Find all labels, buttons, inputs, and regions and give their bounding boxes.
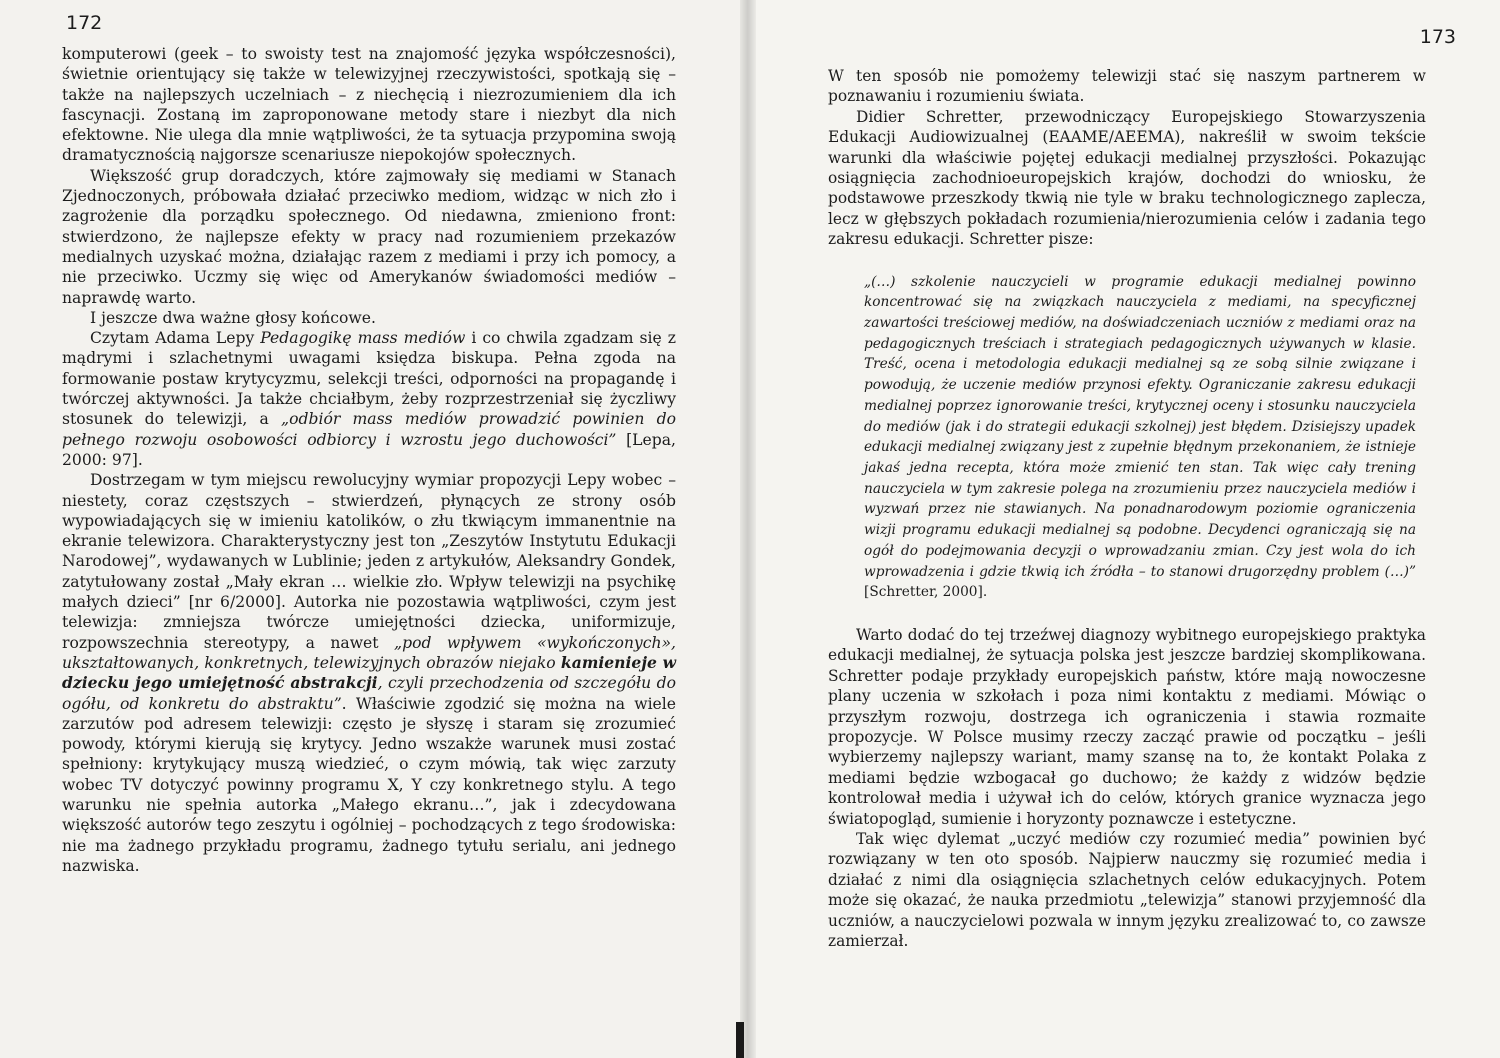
- citation: [Lepa, 2000: 97].: [62, 430, 676, 469]
- text-run: Czytam Adama Lepy: [90, 329, 261, 348]
- citation: [Schretter, 2000].: [864, 584, 988, 601]
- text-run: . Właściwie zgodzić się można na wiele zarzutów pod adresem telewizji: często je słyszę i staram się zrozumieć powody, którymi kierują się krytycy. Jedno wszakże warunek musi zostać spełniony: krytykujący muszą wiedzieć, o czym mówią, tak więc zarzuty wobec TV dotyczyć powinny programu X, Y czy konkretnego stylu. A tego warunku nie spełnia autorka „Małego ekranu…”, jak i zdecydowana większość autorów tego zeszytu i ogólniej – pochodzących z tego środowiska: nie ma żadnego przykładu programu, żadnego tytułu serialu, ani jednego nazwiska.: [62, 694, 677, 875]
- text-run: Dostrzegam w tym miejscu rewolucyjny wymiar propozycji Lepy wobec – niestety, coraz częstszych – stwierdzeń, płynących ze strony osób wypowiadających się w imieniu katolików, o złu tkwiącym immanentnie na ekranie telewizora. Charakterystyczny jest ton „Zeszytów Instytutu Edukacji Narodowej”, wydawanych w Lublinie; jeden z artykułów, Aleksandry Gondek, zatytułowany został „Mały ekran … wielkie zło. Wpływ telewizji na psychikę małych dzieci” [nr 6/2000]. Autorka nie pozostawia wątpliwości, czym jest telewizja: zmniejsza twórcze umiejętności dziecka, uniformizuje, rozpowszechnia stereotypy, a nawet: [62, 471, 676, 652]
- quote-text: „(…) szkolenie nauczycieli w programie edukacji medialnej powinno koncentrować się na związkach nauczyciela z mediami, na specyficznej zawartości treściowej mediów, na doświadczeniach uczniów z mediami oraz na pedagogicznych treściach i strategiach pedagogicznych używanych w klasie. Treść, ocena i metodologia edukacji medialnej są ze sobą silnie związane i powodują, że uczenie mediów przynosi efekty. Ograniczanie zakresu edukacji medialnej poprzez ignorowanie treści, krytycznej oceny i stosunku nauczyciela do mediów (jak i do strategii edukacji szkolnej) jest błędem. Dzisiejszy upadek edukacji medialnej związany jest z zupełnie błędnym przekonaniem, że istnieje jakaś jedna recepta, która może zmienić ten stan. Tak więc cały trening nauczyciela w tym zakresie polega na zrozumieniu przez nauczyciela mediów i wyzwań przez nie stawianych. Na ponadnarodowym poziomie ograniczenia wizji programu edukacji medialnej są podobne. Decydenci ograniczają się na ogół do podejmowania decyzji o wprowadzaniu zmian. Czy jest wola do ich wprowadzenia i gdzie tkwią ich źródła – to stanowi drugorzędny problem (…)”: [864, 273, 1416, 580]
- paragraph: Tak więc dylemat „uczyć mediów czy rozumieć media” powinien być rozwiązany w ten oto sposób. Najpierw nauczmy się rozumieć media i działać z nimi dla osiągnięcia szlachetnych celów edukacyjnych. Potem może się okazać, że nauka przedmiotu „telewizja” stanowi przyjemność dla uczniów, a nauczycielowi pozwala w innym języku zrealizować to, co zawsze zamierzał.: [828, 829, 1426, 950]
- paragraph: W ten sposób nie pomożemy telewizji stać się naszym partnerem w poznawaniu i rozumieniu świata.: [828, 67, 1426, 106]
- book-title: Pedagogikę mass mediów: [260, 329, 466, 348]
- paragraph: [62, 328, 676, 470]
- paragraph: komputerowi (geek – to swoisty test na znajomość języka współczesności), świetnie orientujący się także w telewizyjnej rzeczywistości, spotkają się – także na najlepszych uczelniach – z niechęcią i niezrozumieniem dla ich fascynacji. Zostaną im zaproponowane metody stare i niezbyt dla nich efektowne. Nie ulega dla mnie wątpliwości, że ta sytuacja przypomina swoją dramatycznością najgorsze scenariusze niepokojów społecznych.: [62, 45, 676, 165]
- right-page: [748, 0, 1500, 1058]
- paragraph: Większość grup doradczych, które zajmowały się mediami w Stanach Zjednoczonych, próbowała działać przeciwko mediom, widząc w nich zło i zagrożenie dla porządku społecznego. Od niedawna, zmieniono front: stwierdzono, że najlepsze efekty w pracy nad rozumieniem przekazów medialnych uzyskać można, działając razem z mediami i przy ich pomocy, a nie przeciwko. Uczmy się więc od Amerykanów świadomości mediów – naprawdę warto.: [62, 166, 676, 307]
- paragraph: Warto dodać do tej trzeźwej diagnozy wybitnego europejskiego praktyka edukacji medialnej, że sytuacja polska jest jeszcze bardziej skomplikowana. Schretter podaje przykłady europejskich państw, które mają nowoczesne plany uczenia w szkołach i poza nimi kontaktu z mediami. Mówiąc o przyszłym rozwoju, dostrzega ich ograniczenia i stawia rozmaite propozycje. W Polsce musimy rzeczy zacząć prawie od początku – jeśli wybierzemy najlepszy wariant, mamy szansę na to, że kontakt Polaka z mediami będzie wzbogacał go duchowo; że każdy z widzów będzie kontrolował media i używał ich do celów, których granice wyznacza jego światopogląd, sumienie i horyzonty poznawcze i estetyczne.: [828, 625, 1426, 828]
- inline-quote: , czyli przechodzenia od szczegółu do ogółu, od konkretu do abstraktu”: [62, 674, 676, 713]
- block-quote: [864, 272, 1416, 603]
- inline-quote: „odbiór mass mediów prowadzić powinien do pełnego rozwoju osobowości odbiorcy i wzrostu jego duchowości”: [62, 410, 676, 449]
- page-number-right: 173: [1419, 26, 1456, 48]
- page-number-left: 172: [66, 12, 103, 34]
- left-page: [0, 0, 748, 1058]
- paragraph: [62, 470, 676, 876]
- paragraph: I jeszcze dwa ważne głosy końcowe.: [90, 308, 376, 327]
- inline-quote: „pod wpływem «wykończonych», ukształtowanych, konkretnych, telewizyjnych obrazów niejako: [62, 633, 676, 672]
- emphasis: kamienieje w dziecku jego umiejętność abstrakcji: [62, 652, 676, 693]
- binding-edge: [736, 1022, 744, 1058]
- paragraph: Didier Schretter, przewodniczący Europejskiego Stowarzyszenia Edukacji Audiowizualnej (EAAME/AEEMA), nakreślił w swoim tekście warunki dla właściwie pojętej edukacji medialnej przyszłości. Pokazując osiągnięcia zachodnioeuropejskich krajów, dochodzi do wniosku, że podstawowe przeszkody tkwią nie tyle w braku technologicznego zaplecza, lecz w głębszych pokładach rozumienia/nierozumienia celów i zadania tego zakresu edukacji. Schretter pisze:: [828, 107, 1426, 249]
- text-run: i co chwila zgadzam się z mądrymi i szlachetnymi uwagami księdza biskupa. Pełna zgoda na formowanie postaw krytycyzmu, selekcji treści, odporności na propagandę i twórczej aktywności. Ja także chciałbym, żeby rozprzestrzeniał się życzliwy stosunek do telewizji, a: [62, 329, 676, 429]
- book-gutter: [740, 0, 756, 1058]
